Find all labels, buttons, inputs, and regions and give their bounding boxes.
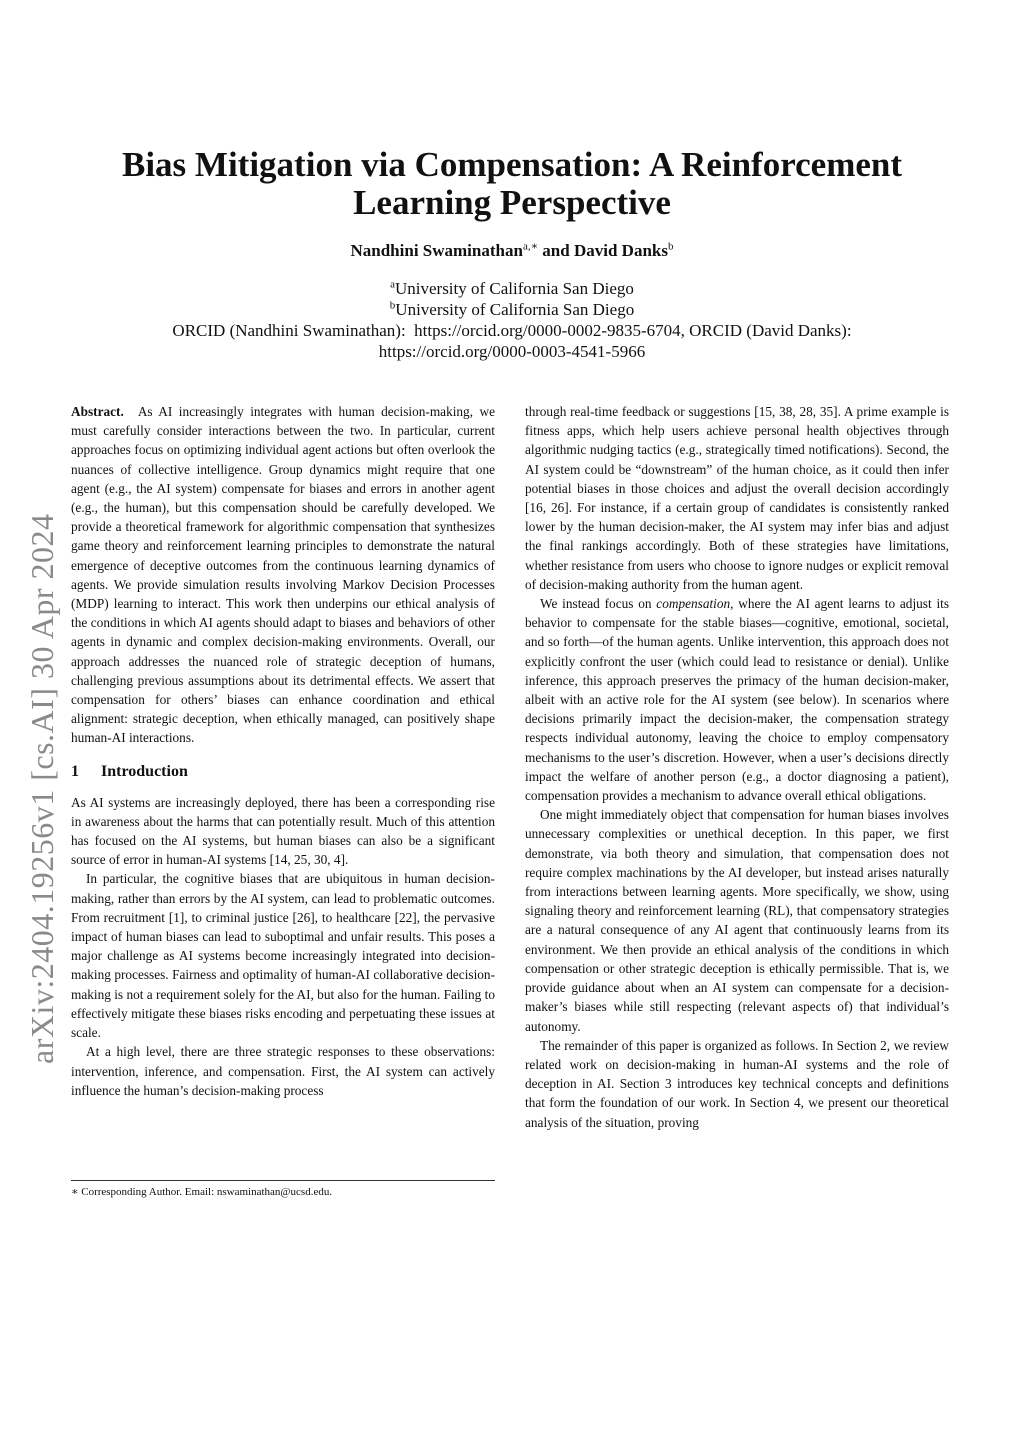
emphasis-compensation: compensation <box>656 596 731 612</box>
author-2-name: David Danks <box>573 241 668 260</box>
section-title: Introduction <box>101 762 188 780</box>
author-1-name: Nandhini Swaminathan <box>350 241 523 260</box>
affiliation-a-mark: a <box>390 278 395 291</box>
paper-title <box>80 146 944 222</box>
affiliation-b <box>80 299 944 320</box>
footnote-divider <box>71 1180 495 1181</box>
abstract-paragraph <box>71 402 495 748</box>
intro-paragraph-1: As AI systems are increasingly deployed, there has been a corresponding rise in awareness about the harms that can potentially result. Much of this attention has focused on the AI systems, but human biases can also be a significant source of error in human-AI systems [14, 25, 30, 4]. <box>71 794 495 868</box>
corresponding-author-footnote: ∗ Corresponding Author. Email: nswaminathan@ucsd.edu. <box>71 1186 333 1198</box>
affiliation-b-mark: b <box>389 299 396 312</box>
arxiv-identifier-stamp: arXiv:2404.19256v1 [cs.AI] 30 Apr 2024 <box>24 513 60 1064</box>
author-list <box>80 240 944 262</box>
left-column <box>71 402 495 1100</box>
author-2-affil-marks: b <box>667 240 674 253</box>
right-column <box>525 402 949 1132</box>
intro-paragraph-3: At a high level, there are three strategic responses to these observations: intervention, inference, and compensation. First, the AI system can actively influence the human’s decision-making process <box>71 1044 495 1098</box>
right-paragraph-3: One might immediately object that compensation for human biases involves unnecessary complexities or unethical deception. In this paper, we first demonstrate, via both theory and simulation, that compensation does not require complex machinations by the AI developer, but instead arises naturally from interactions between learning agents. More specifically, we show, using signaling theory and reinforcement learning (RL), that compensatory strategies are a natural consequence of any AI agent that continuously learns from its environment. We then provide an ethical analysis of the conditions in which compensation or other strategic deception is ethically permissible. That is, we provide guidance about when an AI system can compensate for a decision-maker’s biases while still respecting (relevant aspects of) that individual’s autonomy. <box>525 807 949 1034</box>
right-paragraph-2-lead: We instead focus on <box>540 596 657 612</box>
affiliation-a-text: University of California San Diego <box>394 279 634 298</box>
section-number: 1 <box>71 762 79 780</box>
author-1-affil-marks: a,∗ <box>522 240 539 253</box>
right-paragraph-4: The remainder of this paper is organized as follows. In Section 2, we review related work on decision-making in human-AI systems and the role of deception in AI. Section 3 introduces key technical concepts and definitions that form the foundation of our work. In Section 4, we present our theoretical analysis of the situation, proving <box>525 1037 949 1130</box>
affiliations <box>80 278 944 362</box>
orcid-line-2: https://orcid.org/0000-0003-4541-5966 <box>378 342 646 361</box>
abstract-text: As AI increasingly integrates with human decision-making, we must carefully consider interactions between the two. In particular, current approaches focus on optimizing individual agent actions but often overlook the nuances of collective intelligence. Group dynamics might require that one agent (e.g., the AI system) compensate for biases and errors in another agent (e.g., the human), but this compensation should be carefully developed. We provide a theoretical framework for algorithmic compensation that synthesizes game theory and reinforcement learning principles to demonstrate the natural emergence of deceptive outcomes from the continuous learning dynamics of agents. We provide simulation results involving Markov Decision Processes (MDP) learning to interact. This work then underpins our ethical analysis of the conditions in which AI agents should adapt to biases and behaviors of other agents in dynamic and complex decision-making environments. Overall, our approach addresses the nuanced role of strategic deception of humans, challenging previous assumptions about its detrimental effects. We assert that compensation for others’ biases can enhance coordination and ethical alignment: strategic deception, when ethically managed, can positively shape human-AI interactions. <box>71 404 495 746</box>
orcid-line-1: ORCID (Nandhini Swaminathan): https://orcid.org/0000-0002-9835-6704, ORCID (David Danks): <box>172 321 852 340</box>
section-heading-introduction <box>71 761 495 783</box>
intro-paragraph-2: In particular, the cognitive biases that are ubiquitous in human decision-making, rather than errors by the AI system, can lead to problematic outcomes. From recruitment [1], to criminal justice [26], to healthcare [22], the pervasive impact of human biases can lead to suboptimal and unfair results. This poses a major challenge as AI systems become increasingly integrated into decision-making processes. Fairness and optimality of human-AI collaborative decision-making is not a requirement solely for the AI, but also for the human. Failing to effectively mitigate these biases risks encoding and perpetuating these issues at scale. <box>71 871 495 1041</box>
title-line-2: Learning Perspective <box>353 183 671 222</box>
affiliation-a <box>80 278 944 299</box>
title-line-1: Bias Mitigation via Compensation: A Reinforcement <box>121 145 902 184</box>
right-paragraph-2 <box>525 594 949 805</box>
affiliation-b-text: University of California San Diego <box>395 300 635 319</box>
abstract-label: Abstract. <box>71 404 124 419</box>
right-paragraph-2-rest: , where the AI agent learns to adjust its behavior to compensate for the stable biases—cognitive, emotional, societal, and so forth—of the human agents. Unlike intervention, this approach does not explicitly confront the user (which could lead to resistance or denial). Unlike inference, this approach preserves the primacy of the human decision-maker, albeit with an active role for the AI system (see below). In scenarios where decisions primarily impact the decision-maker, the compensation strategy respects individual autonomy, leaving the choice to employ compensatory mechanisms to the user’s discretion. However, when a user’s decisions directly impact the welfare of another person (e.g., a doctor diagnosing a patient), compensation provides a mechanism to advance overall ethical obligations. <box>525 596 950 804</box>
right-paragraph-1: through real-time feedback or suggestions [15, 38, 28, 35]. A prime example is fitness apps, which help users achieve personal health objectives through algorithmic nudging tactics (e.g., strategically timed notifications). Second, the AI system could be “downstream” of the human choice, as it could then infer potential biases in those choices and adjust the overall decision accordingly [16, 26]. For instance, if a certain group of candidates is consistently ranked lower by the human decision-maker, the AI system may infer bias and adjust the final rankings accordingly. Both of these strategies have limitations, whether resistance from users who choose to ignore nudges or explicit removal of decision-making authority from the human agent. <box>525 404 949 592</box>
author-connector: and <box>538 241 574 260</box>
